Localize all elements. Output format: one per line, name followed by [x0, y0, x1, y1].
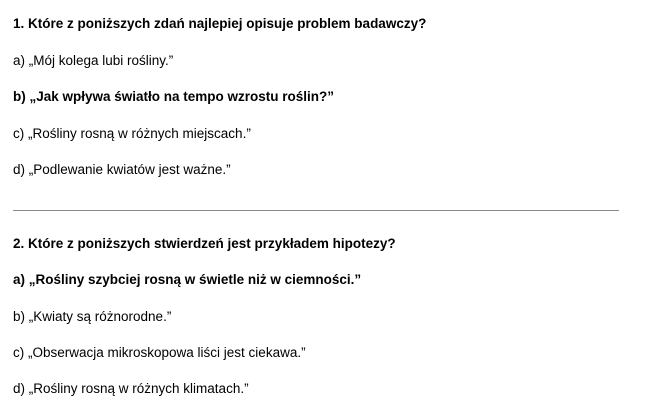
question-2-title: 2. Które z poniższych stwierdzeń jest przykładem hipotezy? — [13, 236, 396, 251]
question-1-option-a: a) „Mój kolega lubi rośliny.” — [13, 53, 174, 68]
question-1-option-d: d) „Podlewanie kwiatów jest ważne.” — [13, 162, 231, 177]
question-2-option-d: d) „Rośliny rosną w różnych klimatach.” — [13, 381, 249, 396]
question-2-option-a: a) „Rośliny szybciej rosną w świetle niż w ciemności.” — [13, 272, 362, 287]
question-1-title: 1. Które z poniższych zdań najlepiej opisuje problem badawczy? — [13, 16, 427, 31]
question-1-option-c: c) „Rośliny rosną w różnych miejscach.” — [13, 126, 251, 141]
section-divider — [13, 210, 619, 211]
question-2-option-b: b) „Kwiaty są różnorodne.” — [13, 309, 172, 324]
question-2-option-c: c) „Obserwacja mikroskopowa liści jest ciekawa.” — [13, 345, 306, 360]
question-1-option-b: b) „Jak wpływa światło na tempo wzrostu roślin?” — [13, 89, 335, 104]
